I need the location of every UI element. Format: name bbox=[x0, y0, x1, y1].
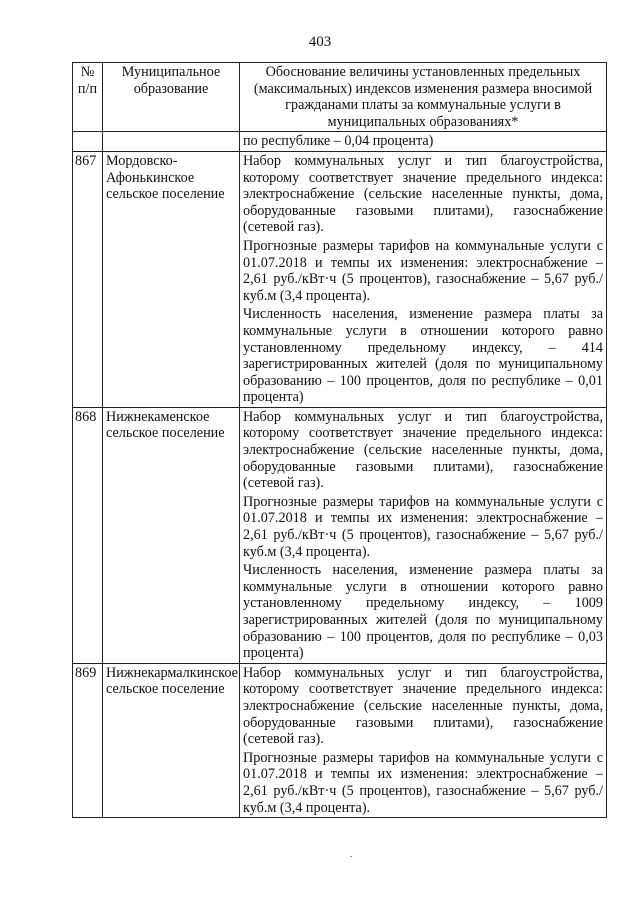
utility-set-paragraph: Набор коммунальных услуг и тип благоустройства, которому соответствует значение предельного индекса: электроснабжение (сельские населенные пункты, дома, оборудованные газовыми плитами), газоснабжение (сетевой газ). bbox=[243, 664, 603, 748]
row-justification bbox=[240, 663, 607, 817]
tariff-forecast-paragraph: Прогнозные размеры тарифов на коммунальные услуги с 01.07.2018 и темпы их изменения: электроснабжение – 2,61 руб./кВт·ч (5 процентов), газоснабжение – 5,67 руб./куб.м (3,4 процента). bbox=[243, 237, 603, 304]
table-row bbox=[73, 663, 607, 817]
population-paragraph: Численность населения, изменение размера платы за коммунальные услуги в отношении которого равно установленному предельному индексу, – 414 зарегистрированных жителей (доля по муниципальному образованию – 100 процентов, доля по республике – 0,01 процента) bbox=[243, 306, 603, 406]
continuation-municipality-cell bbox=[103, 132, 240, 152]
scan-dot bbox=[350, 856, 352, 857]
row-number: 867 bbox=[73, 151, 103, 407]
tariff-forecast-paragraph: Прогнозные размеры тарифов на коммунальные услуги с 01.07.2018 и темпы их изменения: электроснабжение – 2,61 руб./кВт·ч (5 процентов), газоснабжение – 5,67 руб./куб.м (3,4 процента). bbox=[243, 749, 603, 816]
page-number: 403 bbox=[308, 34, 332, 50]
tariff-table bbox=[72, 62, 607, 818]
row-number: 868 bbox=[73, 407, 103, 663]
row-municipality: Нижнекаменское сельское поселение bbox=[103, 407, 240, 663]
row-justification bbox=[240, 151, 607, 407]
table-row-continuation bbox=[73, 132, 607, 152]
continuation-num-cell bbox=[73, 132, 103, 152]
row-municipality: Мордовско-Афонькинское сельское поселение bbox=[103, 151, 240, 407]
table-row bbox=[73, 151, 607, 407]
row-municipality: Нижнекармалкинское сельское поселение bbox=[103, 663, 240, 817]
tariff-forecast-paragraph: Прогнозные размеры тарифов на коммунальные услуги с 01.07.2018 и темпы их изменения: электроснабжение – 2,61 руб./кВт·ч (5 процентов), газоснабжение – 5,67 руб./куб.м (3,4 процента). bbox=[243, 493, 603, 560]
header-justification: Обоснование величины установленных предельных (максимальных) индексов изменения размера вносимой гражданами платы за коммунальные услуги в муниципальных образованиях* bbox=[240, 63, 607, 132]
utility-set-paragraph: Набор коммунальных услуг и тип благоустройства, которому соответствует значение предельного индекса: электроснабжение (сельские населенные пункты, дома, оборудованные газовыми плитами), газоснабжение (сетевой газ). bbox=[243, 408, 603, 492]
continuation-text: по республике – 0,04 процента) bbox=[240, 132, 607, 152]
header-municipality: Муниципальное образование bbox=[103, 63, 240, 132]
row-justification bbox=[240, 407, 607, 663]
table-row bbox=[73, 407, 607, 663]
utility-set-paragraph: Набор коммунальных услуг и тип благоустройства, которому соответствует значение предельного индекса: электроснабжение (сельские населенные пункты, дома, оборудованные газовыми плитами), газоснабжение (сетевой газ). bbox=[243, 152, 603, 236]
table-header-row bbox=[73, 63, 607, 132]
population-paragraph: Численность населения, изменение размера платы за коммунальные услуги в отношении которого равно установленному предельному индексу, – 1009 зарегистрированных жителей (доля по муниципальному образованию – 100 процентов, доля по республике – 0,03 процента) bbox=[243, 562, 603, 662]
row-number: 869 bbox=[73, 663, 103, 817]
header-number: № п/п bbox=[73, 63, 103, 132]
